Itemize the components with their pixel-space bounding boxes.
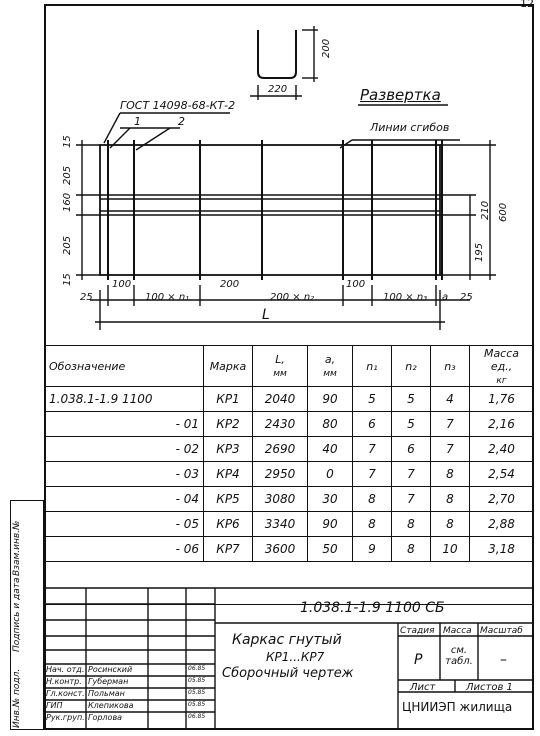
cell-m: 2,16 [470, 412, 534, 437]
cell-L: 2430 [253, 412, 308, 437]
cell-n2: 7 [392, 487, 431, 512]
dim-a: a [442, 292, 449, 303]
cell-marka: КР2 [204, 412, 253, 437]
cell-n3: 7 [431, 437, 470, 462]
stadia-label: Стадия [400, 626, 435, 636]
signature-name: Клепикова [88, 701, 134, 710]
dim-25-left: 25 [80, 292, 93, 303]
cell-n2: 5 [392, 412, 431, 437]
cell-oboz: - 01 [45, 412, 204, 437]
cell-oboz: - 02 [45, 437, 204, 462]
header-marka: Марка [204, 346, 253, 387]
doc-code: 1.038.1-1.9 1100 СБ [300, 600, 445, 616]
cell-marka: КР3 [204, 437, 253, 462]
cell-L: 2950 [253, 462, 308, 487]
cell-n3: 8 [431, 487, 470, 512]
signature-date: 05.85 [188, 677, 206, 684]
side-inv-podl: Инв.№ подл. [12, 668, 22, 728]
dim-100-first: 100 [112, 279, 132, 290]
cell-a: 80 [308, 412, 353, 437]
signature-date: 05.85 [188, 701, 206, 708]
title-name-1: Каркас гнутый [232, 632, 342, 648]
cell-oboz: - 05 [45, 512, 204, 537]
cell-a: 0 [308, 462, 353, 487]
cell-m: 3,18 [470, 537, 534, 562]
signature-name: Горлова [88, 713, 123, 722]
cell-a: 30 [308, 487, 353, 512]
masshtab-label: Масштаб [480, 626, 523, 636]
cell-m: 1,76 [470, 387, 534, 412]
razvertka-title: Развертка [360, 86, 441, 104]
cell-n1: 6 [353, 412, 392, 437]
cell-a: 90 [308, 387, 353, 412]
cell-a: 50 [308, 537, 353, 562]
title-name-3: Сборочный чертеж [222, 666, 354, 681]
signature-name: Польман [88, 689, 125, 698]
header-n2: n₂ [392, 346, 431, 387]
signature-role: Н.контр. [46, 677, 82, 686]
dim-200xn2: 200 × n₂ [270, 292, 315, 303]
cell-marka: КР6 [204, 512, 253, 537]
cell-L: 3080 [253, 487, 308, 512]
header-oboz: Обозначение [45, 346, 204, 387]
sheet-corner-number: 12 [520, 0, 534, 10]
cell-n1: 9 [353, 537, 392, 562]
cell-m: 2,70 [470, 487, 534, 512]
cell-n2: 8 [392, 512, 431, 537]
cell-n3: 8 [431, 512, 470, 537]
cell-a: 90 [308, 512, 353, 537]
cell-n1: 8 [353, 512, 392, 537]
cell-oboz: - 04 [45, 487, 204, 512]
cell-n3: 10 [431, 537, 470, 562]
cell-n3: 8 [431, 462, 470, 487]
header-L: L, мм [253, 346, 308, 387]
cell-n1: 7 [353, 437, 392, 462]
massa-value: см. табл. [445, 645, 473, 667]
callout-2: 2 [178, 115, 185, 128]
dim-25-right: 25 [460, 292, 473, 303]
cell-m: 2,54 [470, 462, 534, 487]
section-width: 220 [268, 84, 288, 95]
cell-oboz: - 06 [45, 537, 204, 562]
dim-100-second: 100 [346, 279, 366, 290]
cell-marka: КР1 [204, 387, 253, 412]
dim-L: L [262, 307, 270, 323]
cell-L: 2690 [253, 437, 308, 462]
dim-200: 200 [220, 279, 240, 290]
dim-left-205-bottom: 205 [62, 235, 73, 255]
dim-100xn1: 100 × n₁ [145, 292, 190, 303]
cell-marka: КР5 [204, 487, 253, 512]
signature-date: 06.85 [188, 665, 206, 672]
signature-role: Рук.груп. [46, 713, 85, 722]
cell-a: 40 [308, 437, 353, 462]
cell-n3: 7 [431, 412, 470, 437]
bend-lines-label: Линии сгибов [370, 121, 450, 134]
signature-role: Нач. отд. [46, 665, 85, 674]
section-height: 200 [321, 38, 332, 58]
stadia-value: Р [414, 652, 423, 668]
massa-label: Масса [443, 626, 472, 636]
list-label: Лист [410, 682, 436, 693]
header-a: a, мм [308, 346, 353, 387]
signature-role: Гл.конст. [46, 689, 85, 698]
side-podpis: Подпись и дата [12, 577, 22, 652]
gost-label: ГОСТ 14098-68-КТ-2 [120, 99, 236, 112]
masshtab-value: – [500, 652, 507, 668]
dim-right-210: 210 [480, 200, 491, 220]
signature-name: Росинский [88, 665, 133, 674]
header-n3: n₃ [431, 346, 470, 387]
cell-n2: 5 [392, 387, 431, 412]
cell-n3: 4 [431, 387, 470, 412]
signature-date: 06.85 [188, 713, 206, 720]
header-mass: Масса ед., кг [470, 346, 534, 387]
side-vzam: Взам.инв.№ [12, 520, 22, 576]
cell-marka: КР4 [204, 462, 253, 487]
cell-L: 2040 [253, 387, 308, 412]
organization: ЦНИИЭП жилища [402, 700, 513, 714]
dim-left-205-top: 205 [62, 165, 73, 185]
cell-n2: 7 [392, 462, 431, 487]
cell-m: 2,88 [470, 512, 534, 537]
cell-oboz: - 03 [45, 462, 204, 487]
cell-n2: 6 [392, 437, 431, 462]
dim-left-15-bottom: 15 [62, 273, 73, 286]
cell-n1: 5 [353, 387, 392, 412]
dim-100xn3: 100 × n₃ [383, 292, 428, 303]
header-n1: n₁ [353, 346, 392, 387]
cell-n1: 8 [353, 487, 392, 512]
cell-L: 3600 [253, 537, 308, 562]
title-name-2: КР1...КР7 [266, 650, 325, 664]
cell-m: 2,40 [470, 437, 534, 462]
dim-left-15-top: 15 [62, 135, 73, 148]
dim-left-160: 160 [62, 192, 73, 212]
dim-right-600: 600 [498, 202, 509, 222]
cell-n1: 7 [353, 462, 392, 487]
cell-n2: 8 [392, 537, 431, 562]
signature-name: Губерман [88, 677, 129, 686]
cell-L: 3340 [253, 512, 308, 537]
signature-role: ГИП [46, 701, 63, 710]
signature-date: 05.85 [188, 689, 206, 696]
dim-right-195: 195 [474, 242, 485, 262]
cell-marka: КР7 [204, 537, 253, 562]
callout-1: 1 [134, 115, 141, 128]
cell-oboz: 1.038.1-1.9 1100 [45, 387, 204, 412]
listov-label: Листов 1 [466, 682, 513, 693]
